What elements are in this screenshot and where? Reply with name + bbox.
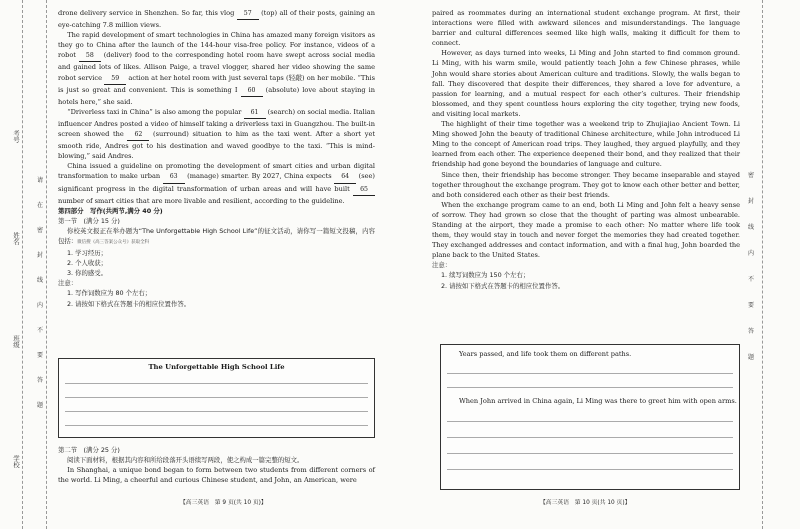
seal-char: 不 bbox=[748, 276, 755, 283]
notes-label: 注意： bbox=[432, 261, 452, 270]
writing-line bbox=[447, 373, 733, 374]
answer-blank-63[interactable]: 63 bbox=[163, 172, 185, 183]
task-item: 3. 你的感受。 bbox=[66, 269, 108, 278]
seal-char: 请 bbox=[37, 177, 44, 184]
right-page bbox=[400, 0, 800, 529]
seal-char: 要 bbox=[748, 302, 755, 309]
part-heading: 第四部分 写作(共两节,满分 40 分) bbox=[58, 206, 163, 215]
section-heading: 第二节 (满分 25 分) bbox=[58, 446, 120, 454]
answer-blank-65[interactable]: 65 bbox=[353, 185, 375, 196]
writing-line bbox=[447, 469, 733, 470]
seal-char: 内 bbox=[748, 250, 755, 257]
writing-line bbox=[447, 437, 733, 438]
seal-char: 密 bbox=[37, 227, 44, 234]
seal-char: 不 bbox=[37, 327, 44, 334]
answer-blank-64[interactable]: 64 bbox=[334, 172, 356, 183]
seal-char: 内 bbox=[37, 302, 44, 309]
notes-label: 注意： bbox=[58, 279, 78, 288]
page-footer: 【高三英语 第 9 页(共 10 页)】 bbox=[180, 500, 267, 506]
answer-blank-57[interactable]: 57 bbox=[237, 9, 259, 20]
writing-line bbox=[65, 397, 368, 398]
seal-char: 封 bbox=[748, 198, 755, 205]
answer-blank-60[interactable]: 60 bbox=[241, 86, 263, 97]
continuation-task: 阅读下面材料，根据其内容和所给段落开头语续写两段，使之构成一篇完整的短文。 bbox=[66, 456, 304, 465]
seal-line bbox=[762, 0, 763, 529]
writing-line bbox=[65, 383, 368, 384]
seal-char: 在 bbox=[37, 202, 44, 209]
seal-char: 答 bbox=[748, 328, 755, 335]
left-text-column-bottom bbox=[58, 445, 375, 485]
right-text-column bbox=[432, 8, 740, 291]
writing-line bbox=[447, 453, 733, 454]
seal-line-inner bbox=[46, 0, 47, 529]
passage-paragraph: “Driverless taxi in China” is also among the popular 61 (search) on social media. Italian influencer Andres posted a video of himself taking a driverless taxi in Guangzhou. The built-in screen showed the 62 (surround) situation to him as the taxi went. After a short yet smooth ride, Andres got to his destination and waved goodbye to the taxi. “This is mind-blowing,” said Andres. bbox=[58, 107, 375, 161]
seal-char: 线 bbox=[37, 277, 44, 284]
note-item: 1. 写作词数应为 80 个左右； bbox=[66, 289, 152, 298]
page-footer: 【高三英语 第 10 页(共 10 页)】 bbox=[540, 500, 631, 506]
answer-blank-62[interactable]: 62 bbox=[127, 130, 149, 141]
seal-char: 要 bbox=[37, 352, 44, 359]
writing-line bbox=[447, 387, 733, 388]
story-paragraph: When the exchange program came to an end, both Li Ming and John felt a heavy sense of sorrow. They had grown so close that the thought of parting was almost unbearable. Standing at the airport, they made a promise to each other: No matter where life took them, they would stay in touch and never forget the memories they had created together. They exchanged addresses and contact information, and with a final hug, John boarded the plane back to the United States. bbox=[432, 200, 740, 260]
note-item: 2. 请按如下格式在答题卡的相应位置作答。 bbox=[66, 299, 191, 308]
answer-blank-59[interactable]: 59 bbox=[104, 74, 126, 85]
passage-paragraph: drone delivery service in Shenzhen. So far, this vlog 57 (top) all of their posts, gaining an eye-catching 7.8 million views. bbox=[58, 9, 375, 30]
passage-paragraph: The rapid development of smart technologies in China has amazed many foreign visitors as they go to China after the launch of the 144-hour visa-free policy. For instance, videos of a robot 58 (deliver) food to the corresponding hotel room have swept across social media and gained lots of likes. Allison Paige, a travel vlogger, shared her video showing the same robot service 59 action at her hotel room with just several taps (轻敲) on her mobile. “This is just so great and convenient. This is something I 60 (absolute) love about staying in hotels here,” she said. bbox=[58, 31, 376, 106]
writing-line bbox=[65, 411, 368, 412]
name-label: 姓名 bbox=[12, 232, 20, 245]
seal-line bbox=[22, 0, 23, 529]
writing-line bbox=[65, 425, 368, 426]
section-heading: 第一节 (满分 15 分) bbox=[58, 216, 120, 225]
seal-char: 封 bbox=[37, 252, 44, 259]
paragraph-opening-1: Years passed, and life took them on different paths. bbox=[459, 350, 632, 358]
task-item: 2. 个人收获； bbox=[66, 259, 108, 268]
answer-blank-61[interactable]: 61 bbox=[244, 108, 266, 119]
writing-answer-box[interactable] bbox=[58, 358, 375, 438]
seal-char: 答 bbox=[37, 377, 44, 384]
story-paragraph: The highlight of their time together was a weekend trip to Zhujiajiao Ancient Town. Li Ming showed John the beauty of traditional Chinese architecture, while John introduced Li Ming to the concept of American road trips. They laughed, they argued playfully, and they learned from each other. The experience deepened their bond, and they realized that their friendship had gone beyond the boundaries of language and culture. bbox=[432, 120, 740, 169]
seal-char: 密 bbox=[748, 172, 755, 179]
school-label: 学校 bbox=[12, 455, 20, 468]
story-paragraph: In Shanghai, a unique bond began to form between two students from different corners of the world. Li Ming, a cheerful and curious Chinese student, and John, an American, were bbox=[58, 466, 375, 485]
exam-number-label: 考号 bbox=[12, 130, 20, 143]
answer-blank-58[interactable]: 58 bbox=[79, 51, 101, 62]
class-label: 班级 bbox=[12, 335, 20, 348]
seal-char: 线 bbox=[748, 224, 755, 231]
watermark-note: 微信搜《高三答案公众号》获取全科 bbox=[77, 239, 150, 245]
essay-title: The Unforgettable High School Life bbox=[148, 363, 285, 371]
story-paragraph: Since then, their friendship has become stronger. They became inseparable and stayed together throughout the exchange program. They got to know each other better and better, and both considered each other as their best friends. bbox=[432, 170, 740, 199]
note-item: 1. 续写词数应为 150 个左右； bbox=[440, 271, 530, 280]
continuation-answer-box[interactable] bbox=[440, 344, 740, 490]
seal-char: 题 bbox=[748, 354, 755, 361]
right-binding-gutter bbox=[740, 0, 800, 529]
story-paragraph: paired as roommates during an international student exchange program. At first, their interactions were filled with awkward silences and misunderstandings. The language barrier and cultural differences seemed like high walls, making it difficult for them to connect. bbox=[432, 9, 740, 48]
passage-paragraph: China issued a guideline on promoting the development of smart cities and urban digital transformation to make urban 63 (manage) smarter. By 2027, China expects 64 (see) significant progress in the digital transformation of urban areas and will have built 65 number of smart cities that are more livable and resilient, according to the guideline. bbox=[58, 162, 376, 205]
writing-line bbox=[447, 421, 733, 422]
writing-task: 你校英文报正在举办题为“The Unforgettable High School Life”的征文活动，请你写一篇短文投稿，内容包括：微信搜《高三答案公众号》获取全科 bbox=[58, 226, 375, 245]
left-binding-gutter bbox=[0, 0, 60, 529]
note-item: 2. 请按如下格式在答题卡的相应位置作答。 bbox=[440, 281, 565, 290]
seal-char: 题 bbox=[37, 402, 44, 409]
task-item: 1. 学习经历； bbox=[66, 249, 108, 258]
paragraph-opening-2: When John arrived in China again, Li Ming was there to greet him with open arms. bbox=[459, 397, 737, 405]
story-paragraph: However, as days turned into weeks, Li Ming and John started to find common ground. Li Ming, with his warm smile, would patiently teach John a few Chinese phrases, while John would share stories about American culture and traditions. Slowly, the walls began to fall. They discovered that despite their differences, they shared a love for adventure, a passion for learning, and a mutual respect for each other’s cultures. Their friendship blossomed, and they spent countless hours exploring the city together, trying new foods, and visiting local markets. bbox=[432, 49, 740, 118]
left-text-column bbox=[58, 8, 375, 309]
